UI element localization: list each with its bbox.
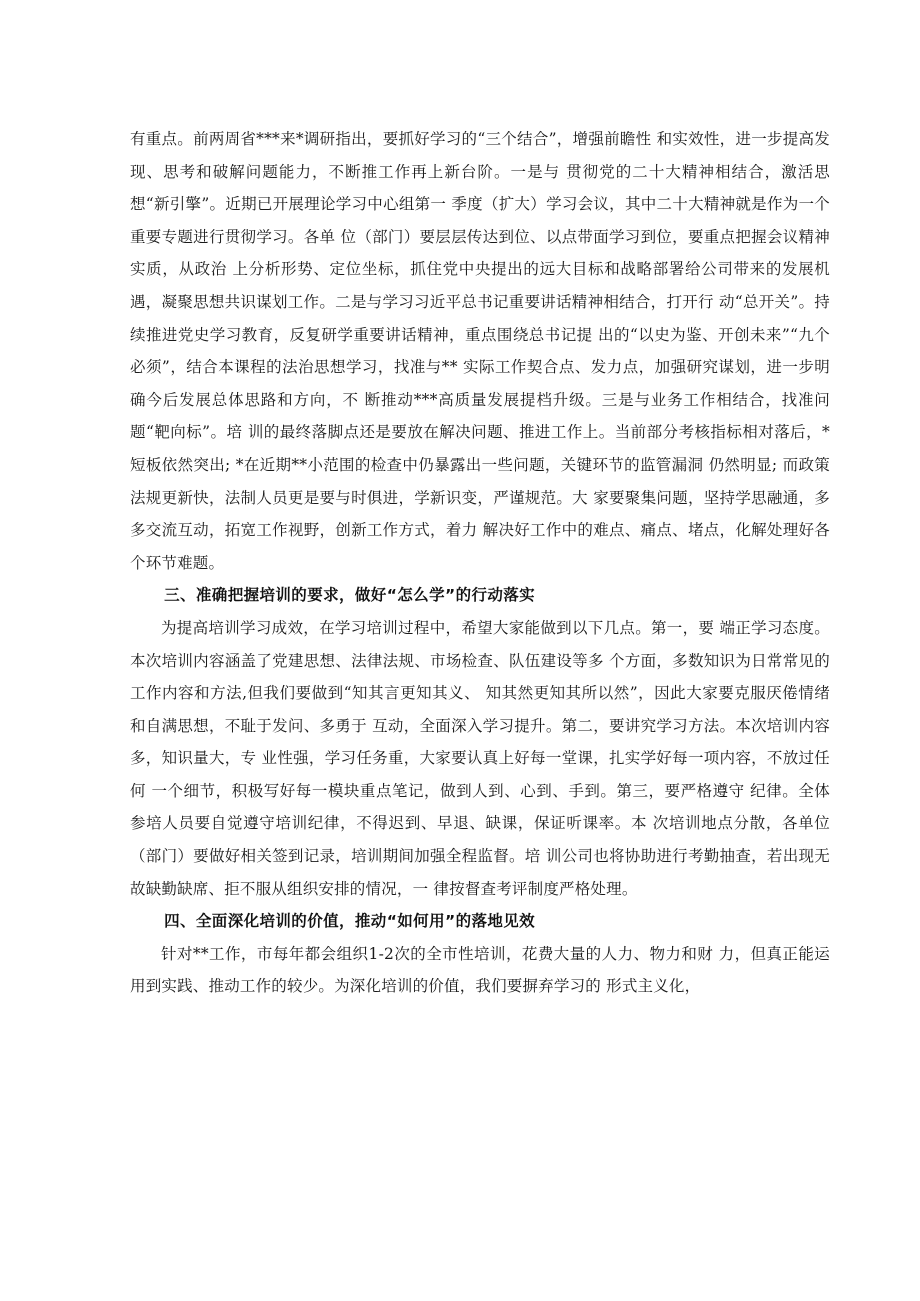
paragraph-training-requirements: 为提高培训学习成效，在学习培训过程中，希望大家能做到以下几点。第一，要 端正学习态度。本次培训内容涵盖了党建思想、法律法规、市场检查、队伍建设等多 个方面，多数知识为日常常见的工作内容和方法,但我们要做到“知其言更知其义、 知其然更知其所以然”，因此大家要克服厌倦情绪和自满思想，不耻于发问、多勇于 互动，全面深入学习提升。第二，要讲究学习方法。本次培训内容多，知识量大，专 业性强，学习任务重，大家要认真上好每一堂课，扎实学好每一项内容，不放过任何 一个细节，积极写好每一模块重点笔记，做到人到、心到、手到。第三，要严格遵守 纪律。全体参培人员要自觉遵守培训纪律，不得迟到、早退、缺课，保证听课率。本 次培训地点分散，各单位（部门）要做好相关签到记录，培训期间加强全程监督。培 训公司也将协助进行考勤抽查，若出现无故缺勤缺席、拒不服从组织安排的情况，一 律按督查考评制度严格处理。 (130, 618, 830, 898)
paragraph-training-value: 针对**工作，市每年都会组织1-2次的全市性培训，花费大量的人力、物力和财 力，但真正能运用到实践、推动工作的较少。为深化培训的价值，我们要摒弃学习的 形式主义化， (130, 944, 830, 996)
section-heading-four: 四、全面深化培训的价值，推动“如何用”的落地见效 (164, 912, 536, 931)
section-heading-three: 三、准确把握培训的要求，做好“怎么学”的行动落实 (164, 586, 536, 605)
paragraph-three-combinations: 有重点。前两周省***来*调研指出，要抓好学习的“三个结合”，增强前瞻性 和实效性，进一步提高发现、思考和破解问题能力，不断推工作再上新台阶。一是与 贯彻党的二十大精神相结合，激活思想“新引擎”。近期已开展理论学习中心组第一 季度（扩大）学习会议，其中二十大精神就是作为一个重要专题进行贯彻学习。各单 位（部门）要层层传达到位、以点带面学习到位，要重点把握会议精神实质，从政治 上分析形势、定位坐标，抓住党中央提出的远大目标和战略部署给公司带来的发展机 遇，凝聚思想共识谋划工作。二是与学习习近平总书记重要讲话精神相结合，打开行 动“总开关”。持续推进党史学习教育，反复研学重要讲话精神，重点围绕总书记提 出的“以史为鉴、开创未来”“九个必须”，结合本课程的法治思想学习，找准与** 实际工作契合点、发力点，加强研究谋划，进一步明确今后发展总体思路和方向，不 断推动***高质量发展提档升级。三是与业务工作相结合，找准问题“靶向标”。培 训的最终落脚点还是要放在解决问题、推进工作上。当前部分考核指标相对落后，* 短板依然突出; *在近期**小范围的检查中仍暴露出一些问题，关键环节的监管漏洞 仍然明显; 而政策法规更新快，法制人员更是要与时俱进，学新识变，严谨规范。大 家要聚集问题，坚持学思融通，多多交流互动，拓宽工作视野，创新工作方式，着力 解决好工作中的难点、痛点、堵点，化解处理好各个环节难题。 (130, 130, 830, 572)
document-body (130, 123, 830, 1003)
